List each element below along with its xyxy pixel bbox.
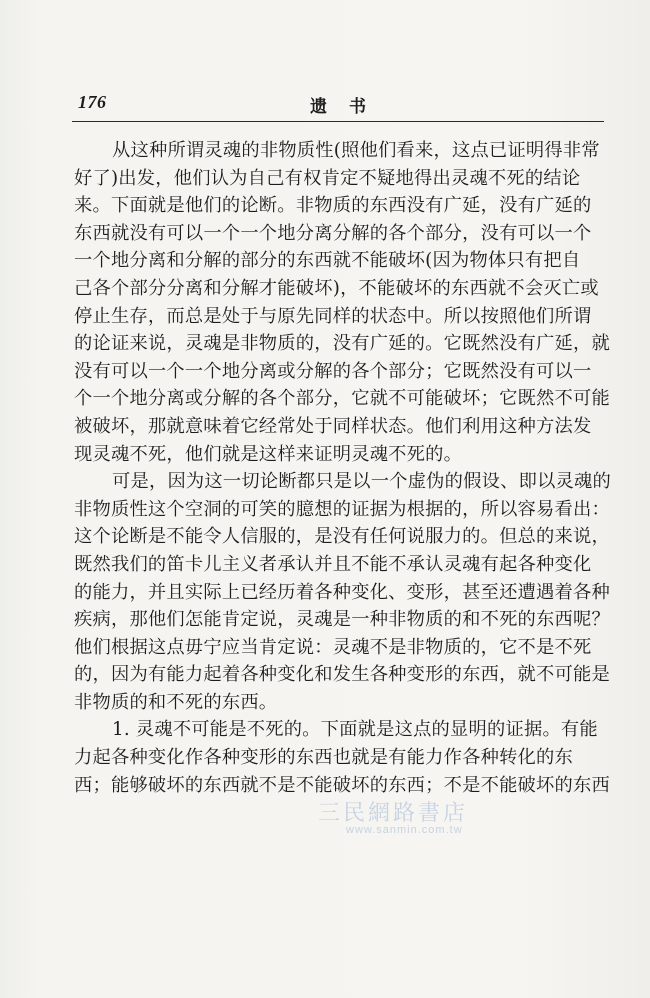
text-line: 的能力，并且实际上已经历着各种变化、变形，甚至还遭遇着各种 xyxy=(74,581,610,603)
text-line: 非物质性这个空洞的可笑的臆想的证据为根据的，所以容易看出： xyxy=(74,498,610,520)
text-line: 疾病，那他们怎能肯定说，灵魂是一种非物质的和不死的东西呢？ xyxy=(74,609,610,631)
text-line: 既然我们的笛卡儿主义者承认并且不能不承认灵魂有起各种变化 xyxy=(74,553,592,575)
header-rule xyxy=(72,121,604,122)
text-line: 好了)出发，他们认为自己有权肯定不疑地得出灵魂不死的结论 xyxy=(74,167,581,189)
text-line: 东西就没有可以一个一个地分离分解的各个部分，没有可以一个 xyxy=(74,222,592,244)
text-line: 的，因为有能力起着各种变化和发生各种变形的东西，就不可能是 xyxy=(74,664,610,686)
text-line: 1. 灵魂不可能是不死的。下面就是这点的显明的证据。有能 xyxy=(112,719,598,741)
watermark xyxy=(318,796,528,846)
running-head: 遗书 xyxy=(310,97,388,117)
text-line: 来。下面就是他们的论断。非物质的东西没有广延，没有广延的 xyxy=(74,195,592,217)
text-line: 西；能够破坏的东西就不是不能破坏的东西；不是不能破坏的东西 xyxy=(74,774,610,796)
text-line: 非物质的和不死的东西。 xyxy=(74,691,278,713)
text-line: 己各个部分分离和分解才能破坏)，不能破坏的东西就不会灭亡或 xyxy=(74,277,599,299)
text-line: 的论证来说，灵魂是非物质的，没有广延的。它既然没有广延，就 xyxy=(74,333,610,355)
text-line: 被破坏，那就意味着它经常处于同样状态。他们利用这种方法发 xyxy=(74,415,592,437)
text-line: 一个地分离和分解的部分的东西就不能破坏(因为物体只有把自 xyxy=(74,250,581,272)
text-line: 可是，因为这一切论断都只是以一个虚伪的假设、即以灵魂的 xyxy=(112,471,611,493)
text-line: 他们根据这点毋宁应当肯定说：灵魂不是非物质的，它不是不死 xyxy=(74,636,592,658)
text-line: 没有可以一个一个地分离或分解的各个部分；它既然没有可以一 xyxy=(74,360,592,382)
body-text xyxy=(74,137,611,799)
text-line: 这个论断是不能令人信服的，是没有任何说服力的。但总的来说， xyxy=(74,526,610,548)
text-line: 力起各种变化作各种变形的东西也就是有能力作各种转化的东 xyxy=(74,747,573,769)
text-line: 停止生存，而总是处于与原先同样的状态中。所以按照他们所谓 xyxy=(74,305,592,327)
text-line: 现灵魂不死，他们就是这样来证明灵魂不死的。 xyxy=(74,443,463,465)
watermark-text: 三民網路書店 xyxy=(318,801,469,826)
text-line: 从这种所谓灵魂的非物质性(照他们看来，这点已证明得非常 xyxy=(112,140,600,161)
watermark-url: www.sanmin.com.tw xyxy=(346,824,463,836)
page-header xyxy=(78,92,598,118)
page-number: 176 xyxy=(78,92,107,112)
text-line: 个一个地分离或分解的各个部分，它就不可能破坏；它既然不可能 xyxy=(74,388,610,410)
